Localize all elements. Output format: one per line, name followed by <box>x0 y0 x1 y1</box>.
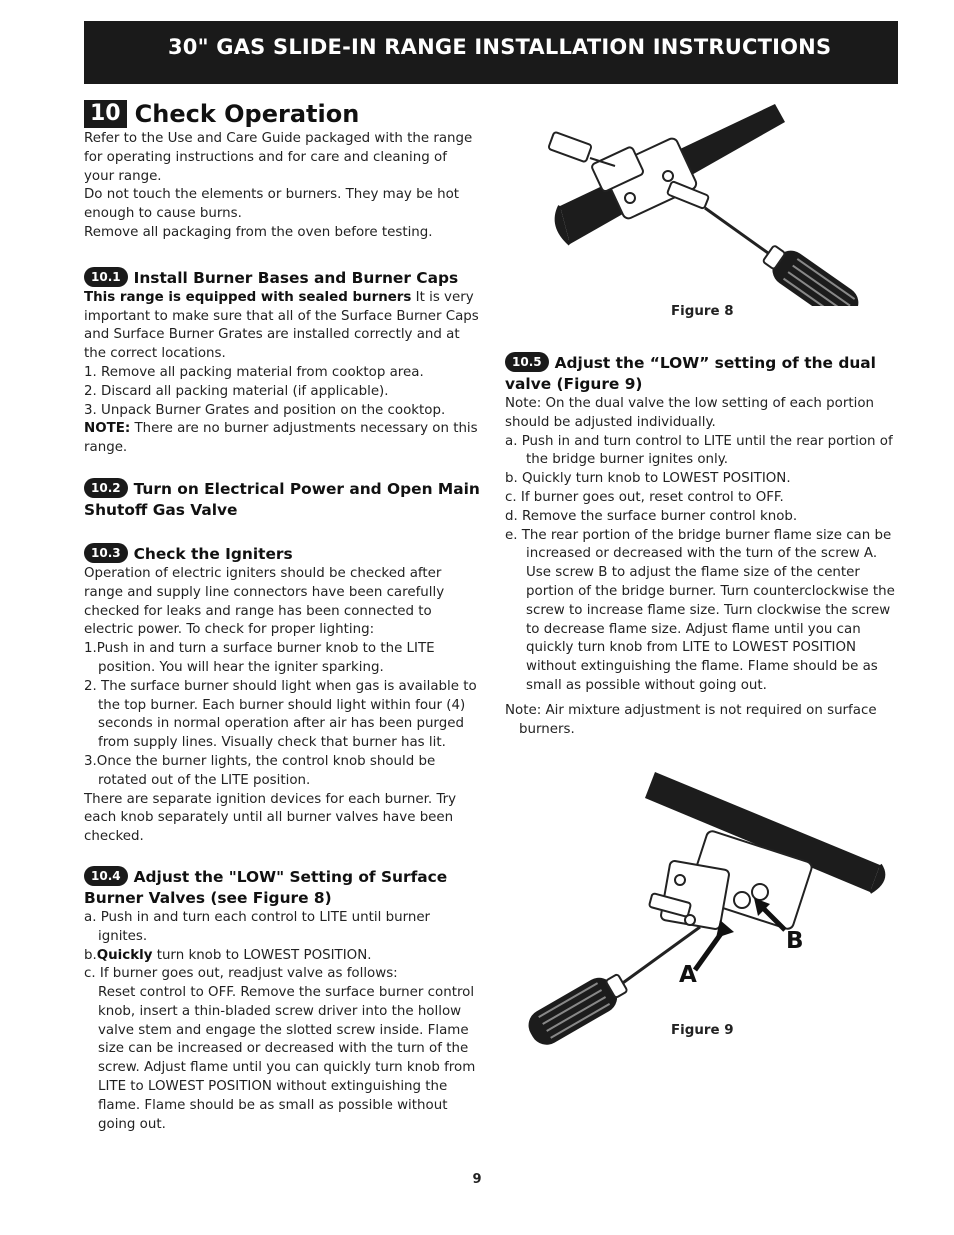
list-item: b.Quickly turn knob to LOWEST POSITION. <box>84 947 372 963</box>
intro-paragraph: Do not touch the elements or burners. They may be hot enough to cause burns. <box>84 187 460 222</box>
header-bar <box>84 21 898 84</box>
list-item: 2. The surface burner should light when gas is available to the top burner. Each burner should light within four (4) seconds in normal operation after air has been purged from supply lines. Visually check that burner has lit. <box>84 678 477 751</box>
subsection-number-badge: 10.2 <box>84 478 128 498</box>
inlet-fitting <box>548 132 592 163</box>
figure-9-label-b: B <box>786 928 804 954</box>
note-label: NOTE: <box>84 421 131 437</box>
list-item: e. The rear portion of the bridge burner flame size can be increased or decreased with the turn of the screw A. Use screw B to adjust the flame size of the center portion of the bridge burner. Turn counterclockwise the screw to increase flame size. Turn clockwise the screw to decrease flame size. Adjust flame until you can quickly turn knob from LITE to LOWEST POSITION without extinguishing the flame. Flame should be as small as possible without going out. <box>505 527 895 693</box>
screwdriver-handle <box>758 239 865 306</box>
screwdriver-shaft <box>705 208 775 258</box>
figure-9-dual-valve-illustration <box>520 770 890 1050</box>
section-number: 10 <box>84 100 127 128</box>
bold-lead: This range is equipped with sealed burners <box>84 289 412 305</box>
subsection-heading <box>505 352 899 395</box>
list-item: 2. Discard all packing material (if applicable). <box>84 383 389 399</box>
subsection-heading <box>84 478 480 521</box>
list-item: 1.Push in and turn a surface burner knob to the LITE position. You will hear the igniter sparking. <box>84 641 435 675</box>
figure-9-caption: Figure 9 <box>671 1023 734 1038</box>
left-column <box>84 100 480 1134</box>
subsection-number-badge: 10.4 <box>84 866 128 886</box>
intro-paragraph: Remove all packaging from the oven before testing. <box>84 224 433 240</box>
subsection-title: Adjust the “LOW” setting of the dual valve (Figure 9) <box>505 354 876 393</box>
note: NOTE: There are no burner adjustments necessary on this range. <box>84 421 478 456</box>
list-item: 3. Unpack Burner Grates and position on the cooktop. <box>84 402 446 418</box>
section-title: Check Operation <box>134 99 360 128</box>
subsection-heading <box>84 543 480 565</box>
section-heading <box>84 100 480 128</box>
right-column <box>505 352 899 739</box>
subsection-heading <box>84 866 480 909</box>
list-item: a. Push in and turn each control to LITE until burner ignites. <box>84 909 431 944</box>
subsection-number-badge: 10.3 <box>84 543 128 563</box>
subsection-number-badge: 10.1 <box>84 267 128 287</box>
note: Note: Air mixture adjustment is not required on surface burners. <box>505 702 877 737</box>
list-item: 3.Once the burner lights, the control knob should be rotated out of the LITE position. <box>84 753 436 788</box>
list-item: d. Remove the surface burner control knob. <box>505 508 798 524</box>
intro-paragraph: Refer to the Use and Care Guide packaged with the range for operating instructions and for care and cleaning of your range. <box>84 131 473 184</box>
list-item: a. Push in and turn control to LITE until the rear portion of the bridge burner ignites only. <box>505 433 893 468</box>
subsection-title: Adjust the "LOW" Setting of Surface Burner Valves (see Figure 8) <box>84 867 448 907</box>
list-item: 1. Remove all packing material from cooktop area. <box>84 364 424 380</box>
screw-b <box>752 884 768 900</box>
subsection-title: Check the Igniters <box>133 544 293 563</box>
paragraph: There are separate ignition devices for each burner. Try each knob separately until all burner valves have been checked. <box>84 791 457 845</box>
list-item: b. Quickly turn knob to LOWEST POSITION. <box>505 471 791 487</box>
list-item: c. If burner goes out, readjust valve as follows: <box>84 966 398 982</box>
page-number: 9 <box>472 1172 482 1187</box>
figure-9-label-a: A <box>679 962 697 988</box>
subsection-heading <box>84 267 480 289</box>
list-item-detail: Reset control to OFF. Remove the surface burner control knob, insert a thin-bladed screw driver into the hollow valve stem and engage the slotted screw inside. Flame size can be increased or decreased with the turn of the screw. Adjust flame until you can quickly turn knob from LITE to LOWEST POSITION without extinguishing the flame. Flame should be as small as possible without going out. <box>98 985 476 1132</box>
figure-8-valve-illustration <box>540 96 890 306</box>
subsection-title: Turn on Electrical Power and Open Main Shutoff Gas Valve <box>84 479 480 519</box>
note: Note: On the dual valve the low setting of each portion should be adjusted individually. <box>505 396 875 430</box>
figure-8-caption: Figure 8 <box>671 304 734 319</box>
list-item: c. If burner goes out, reset control to OFF. <box>505 489 784 505</box>
subsection-number-badge: 10.5 <box>505 352 549 372</box>
screw-a <box>734 892 750 908</box>
paragraph: Operation of electric igniters should be checked after range and supply line connectors have been carefully checked for leaks and range has been connected to electric power. To check for proper lighting: <box>84 565 445 638</box>
page-title: 30" GAS SLIDE-IN RANGE INSTALLATION INSTRUCTIONS <box>168 35 832 59</box>
paragraph: This range is equipped with sealed burners It is very important to make sure that all of the Surface Burner Caps and Surface Burner Grates are installed correctly and at the correct locations. <box>84 289 479 362</box>
subsection-title: Install Burner Bases and Burner Caps <box>133 268 459 287</box>
screwdriver-handle <box>523 967 632 1050</box>
